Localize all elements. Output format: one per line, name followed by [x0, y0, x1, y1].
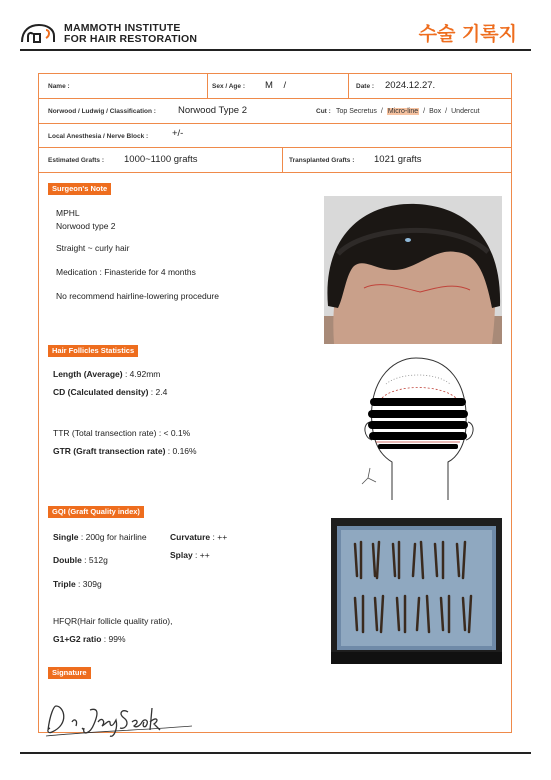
cd-value: : 2.4 — [148, 387, 168, 397]
patient-hairline-photo — [324, 196, 502, 344]
anesthesia-label: Local Anesthesia / Nerve Block : — [48, 133, 149, 140]
splay-value: : ++ — [192, 550, 210, 560]
mammoth-logo-icon — [20, 22, 58, 44]
gtr-label: GTR (Graft transection rate) — [53, 446, 166, 456]
curvature-stat — [170, 532, 227, 542]
col-divider — [348, 73, 349, 98]
date-value: 2024.12.27. — [385, 80, 436, 91]
transplanted-grafts-value: 1021 grafts — [374, 154, 422, 165]
cut-option-box: Box — [429, 108, 442, 115]
ttr-stat — [53, 428, 190, 438]
head-diagram-icon — [356, 354, 486, 504]
institute-name-line2: FOR HAIR RESTORATION — [64, 33, 198, 45]
estimated-grafts-value: 1000~1100 grafts — [124, 154, 198, 165]
anesthesia-value: +/- — [172, 128, 184, 139]
cut-separator: / — [423, 108, 426, 115]
double-value: : 512g — [81, 555, 108, 565]
date-label: Date : — [356, 83, 375, 90]
double-label: Double — [53, 555, 82, 565]
header-divider — [20, 49, 531, 51]
note-line: Norwood type 2 — [56, 221, 116, 231]
gtr-value: : 0.16% — [165, 446, 197, 456]
name-label: Name : — [48, 83, 70, 90]
handwritten-signature — [44, 700, 194, 740]
curvature-label: Curvature — [170, 532, 211, 542]
classification-label: Norwood / Ludwig / Classification : — [48, 108, 156, 115]
surgeon-note-heading: Surgeon's Note — [48, 183, 111, 195]
cut-options — [336, 108, 480, 115]
institute-name-line1: MAMMOTH INSTITUTE — [64, 22, 181, 34]
transplanted-grafts-label: Transplanted Grafts : — [289, 157, 355, 164]
cut-separator: / — [445, 108, 448, 115]
gqi-heading: GQI (Graft Quality index) — [48, 506, 144, 518]
cut-option-undercut: Undercut — [451, 108, 480, 115]
single-value: : 200g for hairline — [78, 532, 147, 542]
splay-stat — [170, 550, 210, 560]
g-ratio-value: : 99% — [101, 634, 126, 644]
ttr-value: : < 0.1% — [156, 428, 191, 438]
note-line: MPHL — [56, 208, 80, 218]
triple-value: : 309g — [75, 579, 102, 589]
single-stat — [53, 532, 147, 542]
note-line: Medication : Finasteride for 4 months — [56, 267, 196, 277]
note-line: Straight ~ curly hair — [56, 243, 130, 253]
col-divider — [207, 73, 208, 98]
signature-heading: Signature — [48, 667, 91, 679]
cut-option-micro-line: Micro-line — [387, 108, 419, 115]
cut-separator: / — [380, 108, 383, 115]
length-label: Length (Average) — [53, 369, 123, 379]
row-divider — [38, 172, 512, 173]
footer-divider — [20, 752, 531, 754]
g-ratio-stat — [53, 634, 126, 644]
gtr-stat — [53, 446, 197, 456]
sex-age-label: Sex / Age : — [212, 83, 245, 90]
follicle-stats-heading: Hair Follicles Statistics — [48, 345, 138, 357]
estimated-grafts-label: Estimated Grafts : — [48, 157, 104, 164]
col-divider — [282, 147, 283, 172]
cd-stat — [53, 387, 167, 397]
cd-label: CD (Calculated density) — [53, 387, 149, 397]
length-value: : 4.92mm — [122, 369, 161, 379]
document-title: 수술 기록지 — [418, 23, 517, 45]
single-label: Single — [53, 532, 79, 542]
cut-option-top-secretus: Top Secretus — [336, 108, 377, 115]
triple-stat — [53, 579, 102, 589]
row-divider — [38, 147, 512, 148]
classification-value: Norwood Type 2 — [178, 105, 248, 116]
double-stat — [53, 555, 108, 565]
row-divider — [38, 123, 512, 124]
curvature-value: : ++ — [210, 532, 228, 542]
graft-microscope-photo — [331, 518, 502, 664]
ttr-label: TTR (Total transection rate) — [53, 428, 157, 438]
hfqr-line: HFQR(Hair follicle quality ratio), — [53, 616, 173, 626]
cut-label: Cut : — [316, 108, 331, 115]
triple-label: Triple — [53, 579, 76, 589]
sex-age-value: M / — [265, 80, 287, 91]
splay-label: Splay — [170, 550, 193, 560]
note-line: No recommend hairline-lowering procedure — [56, 291, 219, 301]
length-stat — [53, 369, 160, 379]
row-divider — [38, 98, 512, 99]
g-ratio-label: G1+G2 ratio — [53, 634, 102, 644]
